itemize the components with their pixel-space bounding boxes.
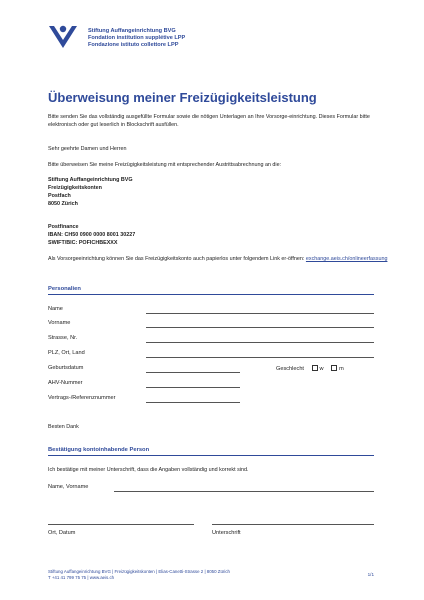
strasse-input-line[interactable]	[146, 342, 374, 343]
signature-input-line[interactable]	[212, 524, 374, 525]
section-bestaetigung: Bestätigung kontoinhabende Person	[48, 447, 374, 456]
address-line: Stiftung Auffangeinrichtung BVG	[48, 177, 133, 183]
gender-option-w[interactable]	[312, 366, 324, 372]
field-label-vertrag: Vertrags-/Referenznummer	[48, 395, 116, 401]
ort-datum-input-line[interactable]	[48, 524, 194, 525]
foundation-logo-icon	[48, 24, 78, 50]
field-label-ort-datum: Ort, Datum	[48, 530, 76, 536]
address-line: 8050 Zürich	[48, 201, 78, 207]
name-vorname-input-line[interactable]	[114, 491, 374, 492]
field-label-geburtsdatum: Geburtsdatum	[48, 365, 84, 371]
bank-details	[48, 223, 388, 247]
field-label-unterschrift: Unterschrift	[212, 530, 241, 536]
footer-address: Stiftung Auffangeinrichtung BVG | Freizügigkeitskonten | Elias-Canetti-Strasse 2 | 8050 Zürich	[48, 569, 230, 574]
bank-line: IBAN: CH50 0900 0000 8001 30227	[48, 232, 136, 238]
thanks-text: Besten Dank	[48, 424, 79, 430]
checkbox-m[interactable]	[331, 365, 337, 371]
field-label-vorname: Vorname	[48, 320, 71, 326]
online-text: Als Vorsorgeeinrichtung können Sie das Freizügigkeitskonto auch papierlos unter folgendem Link er-öffnen:	[48, 256, 305, 262]
intro-text: Bitte senden Sie das vollständig ausgefüllte Formular sowie die nötigen Unterlagen an Ihre Vorsorge-einrichtung. Dieses Formular bitte elektronisch oder gut leserlich in Blockschrift ausfüllen.	[48, 114, 370, 128]
page-number: 1/1	[367, 572, 374, 577]
online-registration-text	[48, 255, 388, 263]
field-label-strasse: Strasse, Nr.	[48, 335, 78, 341]
field-label-plz-ort: PLZ, Ort, Land	[48, 350, 85, 356]
checkbox-w[interactable]	[312, 365, 318, 371]
footer-contact: T +41 41 799 75 75 | www.aeis.ch	[48, 575, 115, 581]
geburtsdatum-input-line[interactable]	[146, 372, 240, 373]
org-line-fr: Fondation institution supplétive LPP	[88, 35, 186, 42]
field-label-name-vorname: Name, Vorname	[48, 484, 89, 490]
recipient-address	[48, 176, 388, 208]
vorname-input-line[interactable]	[146, 327, 374, 328]
section-personalien: Personalien	[48, 286, 374, 295]
gender-option-m[interactable]	[331, 366, 344, 372]
gender-option-w-label: w	[319, 366, 324, 372]
address-line: Postfach	[48, 193, 71, 199]
organization-name	[88, 28, 185, 50]
field-label-ahv: AHV-Nummer	[48, 380, 83, 386]
footer	[48, 569, 230, 582]
request-text: Bitte überweisen Sie meine Freizügigkeitsleistung mit entsprechender Austrittsabrechnung an die:	[48, 162, 282, 168]
greeting-text: Sehr geehrte Damen und Herren	[48, 146, 127, 152]
plz-ort-input-line[interactable]	[146, 357, 374, 358]
gender-option-m-label: m	[339, 366, 344, 372]
name-input-line[interactable]	[146, 313, 374, 314]
org-line-it: Fondazione istituto collettore LPP	[88, 42, 179, 49]
bank-line: Postfinance	[48, 224, 79, 230]
page-title: Überweisung meiner Freizügigkeitsleistung	[48, 90, 317, 105]
confirmation-text: Ich bestätige mit meiner Unterschrift, dass die Angaben vollständig und korrekt sind.	[48, 467, 249, 473]
field-label-name: Name	[48, 306, 63, 312]
address-line: Freizügigkeitskonten	[48, 185, 102, 191]
gender-label: Geschlecht	[276, 366, 304, 372]
ahv-input-line[interactable]	[146, 387, 240, 388]
bank-line: SWIFT/BIC: POFICHBEXXX	[48, 240, 118, 246]
online-registration-link[interactable]: exchange.aeis.ch/onlineerfassung	[305, 256, 388, 262]
vertrag-input-line[interactable]	[146, 402, 240, 403]
gender-selection	[276, 365, 350, 372]
org-line-de: Stiftung Auffangeinrichtung BVG	[88, 28, 176, 34]
